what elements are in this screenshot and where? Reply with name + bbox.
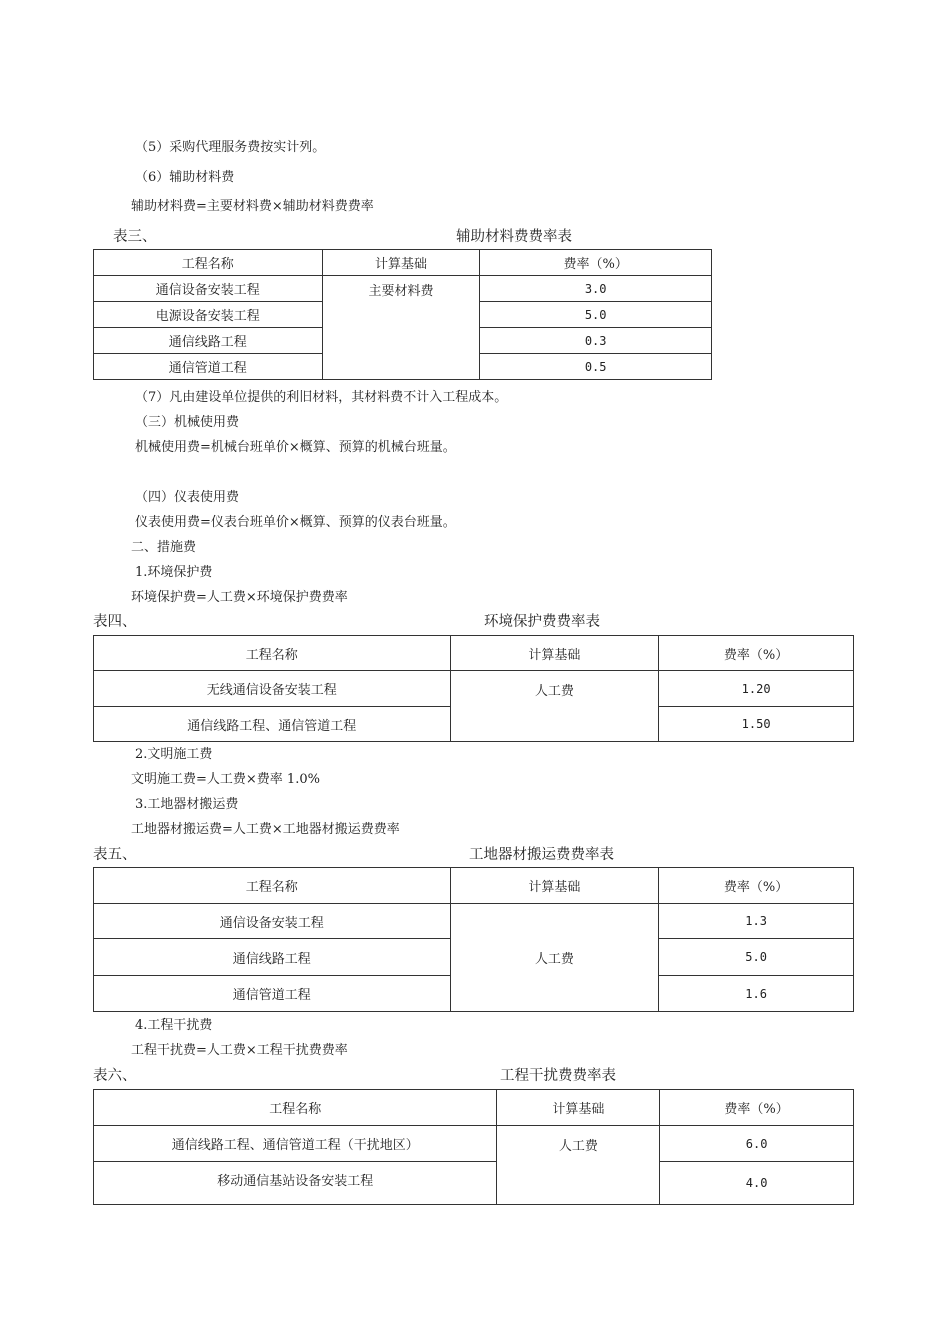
cell-calc-basis: 人工费 [497, 1126, 660, 1205]
table5-label: 表五、 [93, 847, 137, 863]
paragraph-env-fee-formula: 环境保护费=人工费×环境保护费费率 [131, 590, 348, 605]
paragraph-reused-materials: （7）凡由建设单位提供的利旧材料，其材料费不计入工程成本。 [135, 390, 508, 405]
table5 [93, 867, 854, 1012]
cell-project-name: 通信管道工程 [94, 976, 451, 1012]
table-header-row [94, 636, 854, 671]
cell-project-name: 通信设备安装工程 [94, 276, 323, 302]
header-project-name: 工程名称 [94, 250, 323, 276]
table4-label: 表四、 [93, 614, 137, 630]
table3 [93, 249, 712, 380]
cell-project-name: 通信线路工程、通信管道工程（干扰地区） [94, 1126, 497, 1162]
table4-title: 环境保护费费率表 [484, 614, 600, 630]
table-header-row [94, 1090, 854, 1126]
header-rate: 费率（%） [659, 636, 854, 671]
header-project-name: 工程名称 [94, 868, 451, 904]
paragraph-machine-fee-formula: 机械使用费=机械台班单价×概算、预算的机械台班量。 [135, 440, 456, 455]
header-rate: 费率（%） [480, 250, 712, 276]
table6 [93, 1089, 854, 1205]
paragraph-transport-fee-heading: 3.工地器材搬运费 [135, 797, 239, 812]
cell-rate: 1.20 [659, 671, 854, 707]
cell-rate: 5.0 [480, 302, 712, 328]
header-project-name: 工程名称 [94, 636, 451, 671]
cell-rate: 1.50 [659, 707, 854, 742]
paragraph-transport-fee-formula: 工地器材搬运费=人工费×工地器材搬运费费率 [131, 822, 400, 837]
table-row [94, 1162, 854, 1205]
table-row [94, 276, 712, 302]
cell-rate: 6.0 [660, 1126, 854, 1162]
cell-calc-basis: 人工费 [450, 671, 659, 742]
paragraph-instrument-fee-heading: （四）仪表使用费 [135, 490, 240, 505]
cell-rate: 5.0 [659, 939, 854, 976]
table3-label: 表三、 [113, 229, 157, 245]
paragraph-measures-fee-heading: 二、措施费 [131, 540, 197, 555]
cell-rate: 0.3 [480, 328, 712, 354]
paragraph-aux-material-heading: （6）辅助材料费 [135, 170, 235, 185]
cell-rate: 4.0 [660, 1162, 854, 1205]
paragraph-interference-fee-heading: 4.工程干扰费 [135, 1018, 213, 1033]
header-calc-basis: 计算基础 [450, 868, 659, 904]
table-header-row [94, 868, 854, 904]
cell-rate: 1.6 [659, 976, 854, 1012]
table3-title: 辅助材料费费率表 [456, 229, 572, 245]
cell-calc-basis: 主要材料费 [322, 276, 480, 380]
cell-project-name: 移动通信基站设备安装工程 [94, 1162, 497, 1205]
table6-title: 工程干扰费费率表 [500, 1068, 616, 1084]
header-rate: 费率（%） [660, 1090, 854, 1126]
paragraph-civilized-fee-formula: 文明施工费=人工费×费率 1.0% [131, 772, 320, 787]
cell-rate: 1.3 [659, 904, 854, 939]
table-header-row [94, 250, 712, 276]
cell-project-name: 无线通信设备安装工程 [94, 671, 451, 707]
header-calc-basis: 计算基础 [322, 250, 480, 276]
cell-project-name: 通信线路工程 [94, 939, 451, 976]
cell-project-name: 通信线路工程、通信管道工程 [94, 707, 451, 742]
cell-rate: 0.5 [480, 354, 712, 380]
table5-title: 工地器材搬运费费率表 [469, 847, 614, 863]
paragraph-interference-fee-formula: 工程干扰费=人工费×工程干扰费费率 [131, 1043, 348, 1058]
cell-project-name: 通信设备安装工程 [94, 904, 451, 939]
table-row [94, 671, 854, 707]
cell-project-name: 通信管道工程 [94, 354, 323, 380]
cell-project-name: 通信线路工程 [94, 328, 323, 354]
table-row [94, 904, 854, 939]
table4 [93, 635, 854, 742]
table6-label: 表六、 [93, 1068, 137, 1084]
paragraph-aux-material-formula: 辅助材料费=主要材料费×辅助材料费费率 [131, 199, 374, 214]
paragraph-env-fee-heading: 1.环境保护费 [135, 565, 213, 580]
header-rate: 费率（%） [659, 868, 854, 904]
paragraph-machine-fee-heading: （三）机械使用费 [135, 415, 240, 430]
header-calc-basis: 计算基础 [497, 1090, 660, 1126]
cell-calc-basis: 人工费 [450, 904, 659, 1012]
paragraph-procurement-fee: （5）采购代理服务费按实计列。 [135, 140, 326, 155]
cell-project-name: 电源设备安装工程 [94, 302, 323, 328]
cell-rate: 3.0 [480, 276, 712, 302]
paragraph-instrument-fee-formula: 仪表使用费=仪表台班单价×概算、预算的仪表台班量。 [135, 515, 456, 530]
header-project-name: 工程名称 [94, 1090, 497, 1126]
table-row [94, 1126, 854, 1162]
paragraph-civilized-fee-heading: 2.文明施工费 [135, 747, 213, 762]
header-calc-basis: 计算基础 [450, 636, 659, 671]
